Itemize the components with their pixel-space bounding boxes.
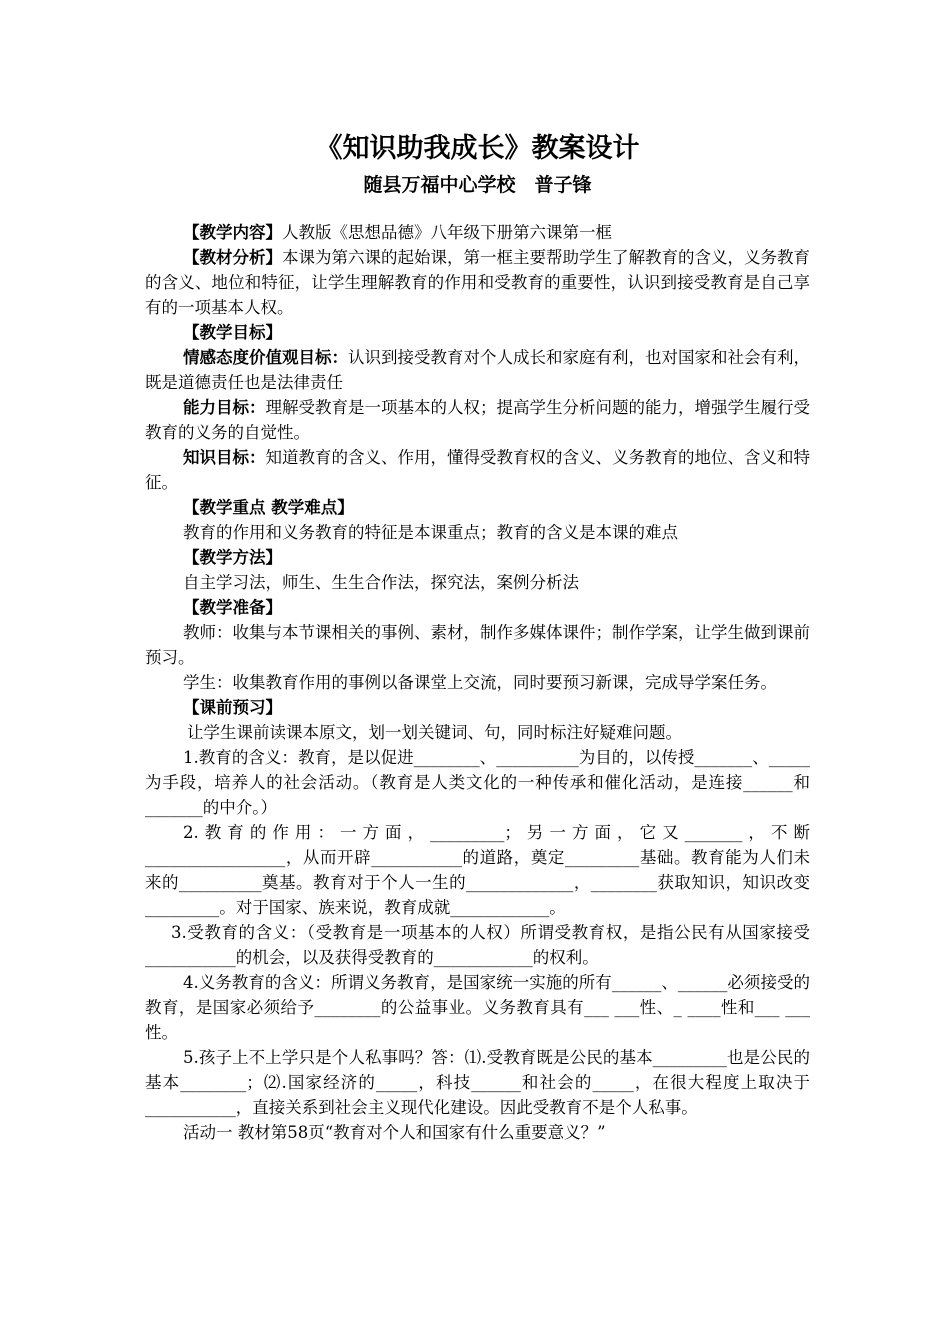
activity-one: 活动一 教材第58页“教育对个人和国家有什么重要意义？” — [183, 1123, 606, 1142]
goals-heading: 【教学目标】 — [183, 323, 282, 342]
methods-heading: 【教学方法】 — [183, 548, 282, 567]
goal-emotion — [145, 345, 810, 395]
teaching-content-text: 人教版《思想品德》八年级下册第六课第一框 — [282, 223, 612, 242]
preview-item-4: 4.义务教育的含义：所谓义务教育，是国家统一实施的所有______、______必须接受的教育，是国家必须给予________的公益事业。义务教育具有___ ___性、_ ____性和___ ___性。 — [145, 973, 810, 1042]
goal-knowledge — [145, 445, 810, 495]
preparation-teacher: 教师：收集与本节课相关的事例、素材，制作多媒体课件；制作学案，让学生做到课前预习。 — [145, 623, 810, 667]
preview-heading: 【课前预习】 — [183, 698, 282, 717]
goal-ability-label: 能力目标： — [183, 398, 266, 417]
preparation-student: 学生：收集教育作用的事例以备课堂上交流，同时要预习新课，完成导学案任务。 — [183, 673, 777, 692]
goal-knowledge-label: 知识目标： — [183, 448, 266, 467]
teaching-content — [145, 220, 810, 245]
preview-item-5: 5.孩子上不上学只是个人私事吗？答：⑴.受教育既是公民的基本_________也是公民的基本________；⑵.国家经济的_____，科技______和社会的_____，在很大程度上取决于___________，直接关系到社会主义现代化建设。因此受教育不是个人私事。 — [145, 1048, 810, 1117]
preview-item-1: 1.教育的含义：教育，是以促进________、__________为目的，以传授_______、_____为手段，培养人的社会活动。（教育是人类文化的一种传承和催化活动，是连接______和_______的中介。） — [145, 748, 810, 817]
document-page — [145, 128, 810, 1145]
goal-ability-text: 理解受教育是一项基本的人权；提高学生分析问题的能力，增强学生履行受教育的义务的自觉性。 — [145, 398, 810, 442]
goal-emotion-label: 情感态度价值观目标： — [183, 348, 348, 367]
page-subtitle: 随县万福中心学校 普子锋 — [363, 174, 592, 196]
goal-emotion-text: 认识到接受教育对个人成长和家庭有利，也对国家和社会有利，既是道德责任也是法律责任 — [145, 348, 810, 392]
goal-knowledge-text: 知道教育的含义、作用，懂得受教育权的含义、义务教育的地位、含义和特征。 — [145, 448, 810, 492]
goal-ability — [145, 395, 810, 445]
material-analysis — [145, 245, 810, 320]
methods-text: 自主学习法，师生、生生合作法，探究法，案例分析法 — [183, 573, 579, 592]
key-points-text: 教育的作用和义务教育的特征是本课重点；教育的含义是本课的难点 — [183, 523, 678, 542]
preview-intro: 让学生课前读课本原文，划一划关键词、句，同时标注好疑难问题。 — [187, 723, 682, 742]
preview-item-3: 3.受教育的含义：（受教育是一项基本的人权）所谓受教育权，是指公民有从国家接受___________的机会，以及获得受教育的____________的权利。 — [145, 923, 810, 967]
page-title: 《知识助我成长》教案设计 — [315, 133, 640, 164]
material-analysis-label: 【教材分析】 — [183, 248, 282, 267]
preparation-heading: 【教学准备】 — [183, 598, 282, 617]
teaching-content-label: 【教学内容】 — [183, 223, 282, 242]
preview-item-2: 2.教育的作用：一方面，_________；另一方面，它又_______，不断_________________，从而开辟___________的道路，奠定_________基础。教育能为人们未来的__________奠基。教育对于个人一生的_____________，________获取知识，知识改变_________。对于国家、族来说，教育成就____________。 — [145, 823, 810, 917]
material-analysis-text: 本课为第六课的起始课，第一框主要帮助学生了解教育的含义，义务教育的含义、地位和特征，让学生理解教育的作用和受教育的重要性，认识到接受教育是自己享有的一项基本人权。 — [145, 248, 810, 317]
key-points-heading: 【教学重点 教学难点】 — [183, 498, 354, 517]
